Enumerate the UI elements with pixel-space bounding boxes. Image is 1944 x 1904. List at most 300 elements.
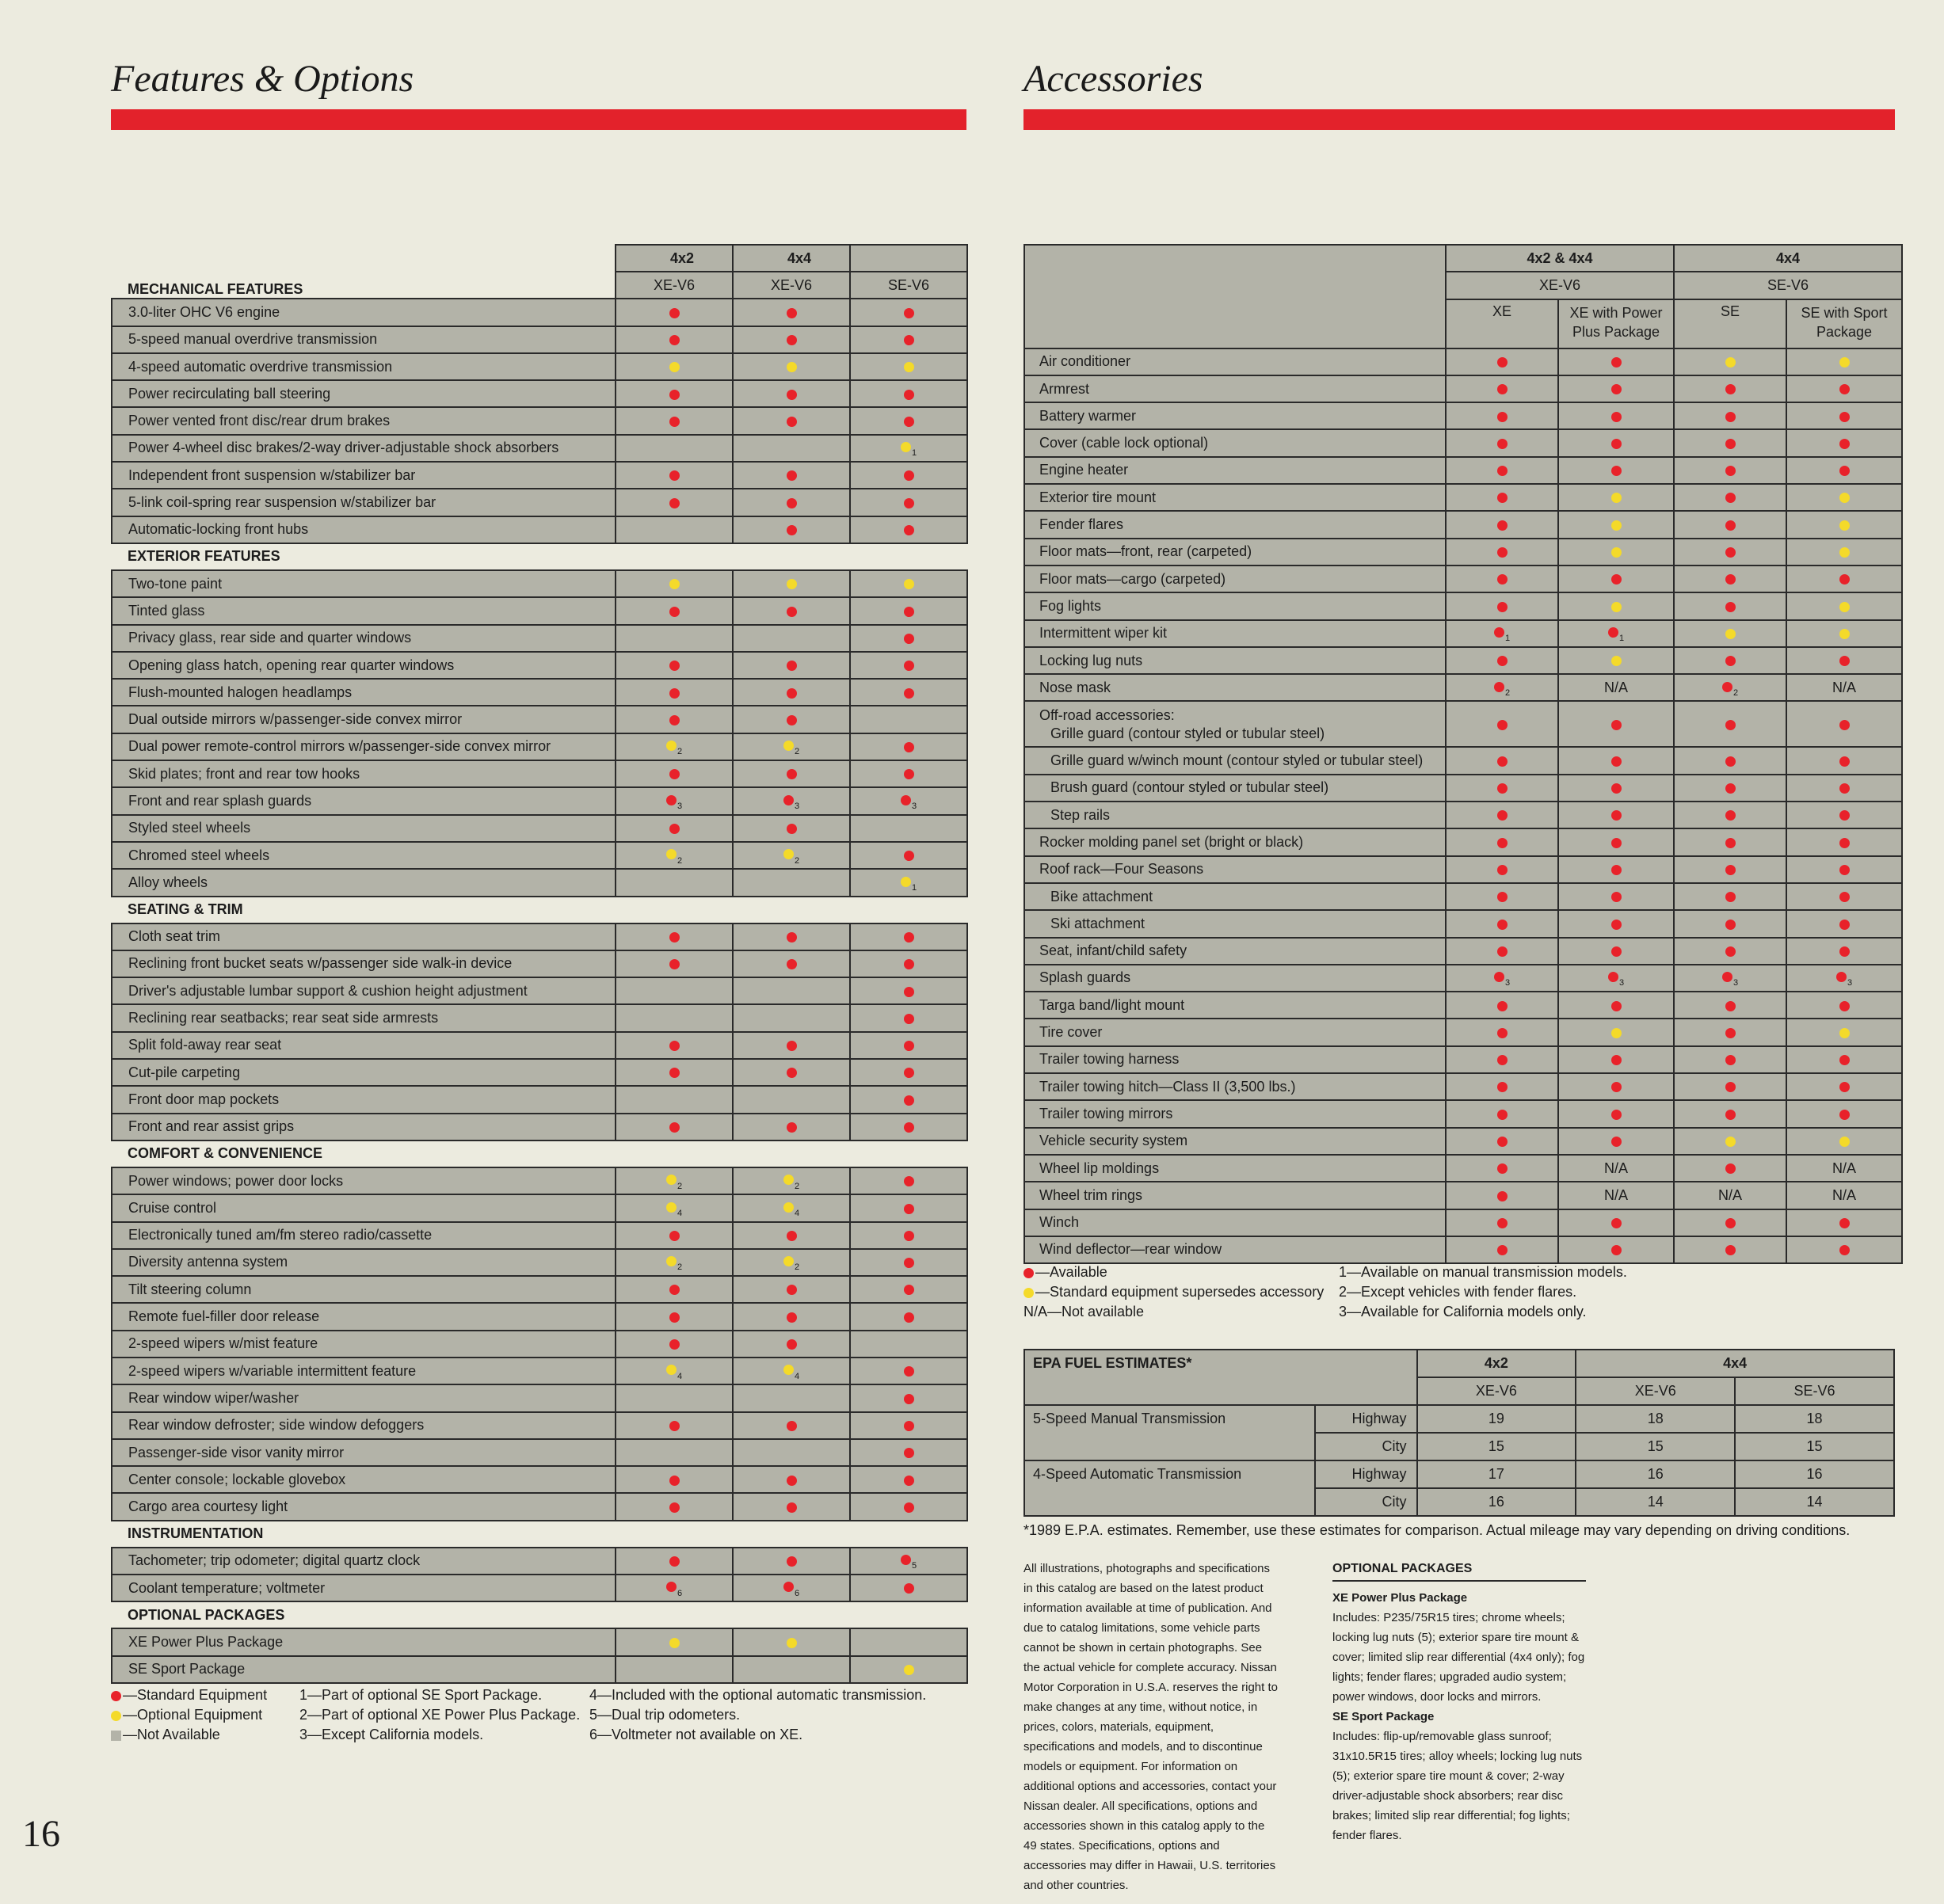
footnote-ref: 3 — [1732, 978, 1739, 988]
feature-cell — [850, 407, 967, 434]
feature-label: Styled steel wheels — [112, 815, 616, 842]
footnote-ref: 1 — [1504, 634, 1511, 644]
yellow-dot-icon — [1611, 656, 1622, 666]
feature-row — [112, 760, 967, 787]
red-dot-icon — [1494, 627, 1504, 638]
accessory-label: Rocker molding panel set (bright or black) — [1024, 828, 1446, 855]
footnote-ref: 2 — [1504, 687, 1511, 698]
se-package-text: Includes: flip-up/removable glass sunroof; 31x10.5R15 tires; alloy wheels; locking lug nuts (5); exterior spare tire mount & cover; 2-way driver-adjustable shock absorbers; rear disc brakes; limited slip rear differential; fog lights; fender flares. — [1332, 1730, 1583, 1842]
accessory-cell — [1558, 620, 1674, 647]
red-dot-icon — [901, 1555, 911, 1565]
accessory-cell — [1446, 1046, 1558, 1073]
accessory-label: Wind deflector—rear window — [1024, 1236, 1446, 1263]
feature-cell — [850, 815, 967, 842]
accessory-cell — [1446, 701, 1558, 747]
accessory-cell — [1558, 565, 1674, 592]
feature-cell — [616, 815, 733, 842]
section-title: SEATING & TRIM — [112, 897, 967, 923]
feature-cell — [733, 733, 850, 760]
epa-title: EPA FUEL ESTIMATES* — [1024, 1350, 1417, 1405]
accessory-cell — [1786, 647, 1902, 674]
feature-label: Front and rear assist grips — [112, 1114, 616, 1140]
sub-header-se-sport: SE with Sport Package — [1786, 299, 1902, 348]
footnote-ref: 3 — [677, 801, 683, 811]
accessory-cell — [1674, 565, 1786, 592]
feature-label: Cruise control — [112, 1194, 616, 1221]
accessory-row — [1024, 1019, 1902, 1045]
feature-cell — [733, 815, 850, 842]
red-dot-icon — [787, 1041, 797, 1051]
accessory-label: Locking lug nuts — [1024, 647, 1446, 674]
red-dot-icon — [1839, 946, 1850, 957]
epa-value: 15 — [1417, 1433, 1576, 1460]
footnote-ref: 3 — [1504, 978, 1511, 988]
feature-cell — [616, 1086, 733, 1113]
feature-label: Dual power remote-control mirrors w/passenger-side convex mirror — [112, 733, 616, 760]
feature-row — [112, 787, 967, 814]
accessory-cell — [1446, 992, 1558, 1019]
epa-value: 14 — [1576, 1488, 1735, 1516]
red-dot-icon — [787, 688, 797, 699]
feature-row — [112, 1194, 967, 1221]
feature-cell — [616, 597, 733, 624]
feature-label: Power vented front disc/rear drum brakes — [112, 407, 616, 434]
feature-cell — [733, 923, 850, 950]
red-dot-icon — [669, 715, 680, 725]
red-dot-icon — [1497, 466, 1508, 476]
feature-cell — [733, 1575, 850, 1601]
feature-cell — [733, 1493, 850, 1520]
footnote-ref: 1 — [911, 448, 917, 459]
feature-cell — [616, 1032, 733, 1059]
feature-label: Remote fuel-filler door release — [112, 1303, 616, 1330]
accessory-label: Trailer towing mirrors — [1024, 1100, 1446, 1127]
yellow-dot-icon — [1839, 520, 1850, 531]
accessory-cell — [1786, 620, 1902, 647]
red-dot-icon — [904, 634, 914, 644]
sub-header-se: SE — [1674, 299, 1786, 348]
footnote-ref: 2 — [677, 747, 683, 757]
feature-label: 4-speed automatic overdrive transmission — [112, 353, 616, 380]
acc-note-2: 2—Except vehicles with fender flares. — [1339, 1284, 1577, 1300]
feature-label: Independent front suspension w/stabilizer bar — [112, 462, 616, 489]
gray-square-icon — [111, 1731, 121, 1741]
yellow-dot-icon — [783, 849, 794, 859]
footnote-ref: 2 — [1732, 687, 1739, 698]
yellow-dot-icon — [1839, 602, 1850, 612]
feature-cell — [850, 326, 967, 353]
epa-value: 14 — [1735, 1488, 1894, 1516]
features-red-bar — [111, 109, 966, 130]
yellow-dot-icon — [901, 442, 911, 452]
accessory-cell — [1558, 1128, 1674, 1155]
accessory-cell — [1558, 592, 1674, 619]
red-dot-icon — [1494, 682, 1504, 692]
red-dot-icon — [904, 308, 914, 318]
feature-cell — [616, 1628, 733, 1655]
accessory-cell — [1674, 910, 1786, 937]
feature-row — [112, 570, 967, 597]
accessory-cell — [1558, 484, 1674, 511]
red-dot-icon — [669, 661, 680, 671]
red-dot-icon — [666, 1582, 677, 1592]
red-dot-icon — [669, 1421, 680, 1431]
feature-cell — [850, 1575, 967, 1601]
feature-cell — [850, 1358, 967, 1384]
accessory-cell — [1446, 747, 1558, 774]
feature-cell — [616, 1331, 733, 1358]
accessory-label: Armrest — [1024, 375, 1446, 402]
feature-row — [112, 625, 967, 652]
feature-cell — [850, 1194, 967, 1221]
feature-cell — [733, 1194, 850, 1221]
feature-cell — [616, 489, 733, 516]
feature-cell — [850, 787, 967, 814]
red-dot-icon — [783, 795, 794, 805]
accessory-row — [1024, 938, 1902, 965]
red-dot-icon — [1725, 384, 1736, 394]
red-dot-icon — [1494, 972, 1504, 982]
yellow-dot-icon — [1611, 520, 1622, 531]
accessory-row — [1024, 484, 1902, 511]
feature-row — [112, 1086, 967, 1113]
red-dot-icon — [1839, 1245, 1850, 1255]
feature-row — [112, 1004, 967, 1031]
feature-cell — [733, 1412, 850, 1439]
feature-cell — [733, 407, 850, 434]
red-dot-icon — [1497, 920, 1508, 930]
accessory-label: Trailer towing hitch—Class II (3,500 lbs.) — [1024, 1073, 1446, 1100]
red-dot-icon — [1497, 783, 1508, 794]
red-dot-icon — [669, 1041, 680, 1051]
feature-label: Center console; lockable glovebox — [112, 1466, 616, 1493]
feature-label: 3.0-liter OHC V6 engine — [112, 299, 616, 326]
feature-cell — [733, 1358, 850, 1384]
accessory-cell — [1558, 457, 1674, 484]
red-dot-icon — [1497, 1137, 1508, 1147]
red-dot-icon — [669, 308, 680, 318]
accessory-label: Brush guard (contour styled or tubular steel) — [1024, 775, 1446, 802]
feature-cell — [850, 299, 967, 326]
accessory-cell — [1558, 1019, 1674, 1045]
accessory-cell — [1786, 856, 1902, 883]
epa-type: Highway — [1315, 1405, 1417, 1433]
feature-cell — [733, 787, 850, 814]
yellow-dot-icon — [1839, 1137, 1850, 1147]
feature-cell — [616, 299, 733, 326]
accessory-row — [1024, 856, 1902, 883]
feature-cell — [733, 977, 850, 1004]
feature-cell — [850, 1466, 967, 1493]
red-dot-icon — [904, 769, 914, 779]
feature-row — [112, 299, 967, 326]
accessory-row — [1024, 1182, 1902, 1209]
accessory-cell — [1786, 802, 1902, 828]
footnote-ref: 3 — [1847, 978, 1853, 988]
red-dot-icon — [669, 824, 680, 834]
red-dot-icon — [1497, 1110, 1508, 1120]
red-dot-icon — [904, 688, 914, 699]
feature-row — [112, 679, 967, 706]
note-6: 6—Voltmeter not available on XE. — [589, 1727, 803, 1742]
epa-value: 16 — [1576, 1460, 1735, 1488]
feature-cell — [616, 1384, 733, 1411]
yellow-dot-icon — [787, 362, 797, 372]
red-dot-icon — [1839, 865, 1850, 875]
feature-cell — [850, 570, 967, 597]
feature-cell — [733, 869, 850, 896]
accessory-cell — [1446, 775, 1558, 802]
feature-row — [112, 1303, 967, 1330]
footnote-ref: 5 — [911, 1561, 917, 1571]
accessories-header-blank — [1024, 245, 1446, 348]
epa-value: 15 — [1735, 1433, 1894, 1460]
red-dot-icon — [1839, 466, 1850, 476]
red-dot-icon — [1839, 810, 1850, 821]
accessory-cell — [1786, 701, 1902, 747]
column-group-header — [850, 245, 967, 272]
accessory-cell — [1674, 674, 1786, 701]
feature-cell — [850, 489, 967, 516]
feature-cell — [616, 435, 733, 462]
feature-cell — [733, 299, 850, 326]
red-dot-icon — [1725, 1218, 1736, 1228]
model-header-se: SE-V6 — [1674, 272, 1902, 299]
feature-row — [112, 1167, 967, 1194]
feature-cell — [850, 1032, 967, 1059]
feature-row — [112, 1331, 967, 1358]
feature-label: Privacy glass, rear side and quarter windows — [112, 625, 616, 652]
legend-available: —Available — [1035, 1264, 1107, 1280]
red-dot-icon — [787, 1285, 797, 1295]
red-dot-icon — [1839, 838, 1850, 848]
feature-row — [112, 516, 967, 543]
feature-row — [112, 1059, 967, 1086]
epa-value: 16 — [1417, 1488, 1576, 1516]
red-dot-icon — [669, 1502, 680, 1513]
feature-cell — [733, 1004, 850, 1031]
feature-label: Cloth seat trim — [112, 923, 616, 950]
red-dot-icon — [904, 1204, 914, 1214]
accessory-row — [1024, 1236, 1902, 1263]
red-dot-icon — [1497, 1191, 1508, 1201]
red-dot-icon — [787, 769, 797, 779]
red-dot-icon — [1611, 357, 1622, 367]
accessory-cell — [1674, 1019, 1786, 1045]
red-dot-icon — [1725, 810, 1736, 821]
feature-cell — [733, 706, 850, 733]
red-dot-icon — [1611, 1001, 1622, 1011]
accessory-cell — [1674, 856, 1786, 883]
feature-label: Electronically tuned am/fm stereo radio/cassette — [112, 1222, 616, 1249]
epa-table — [1023, 1349, 1895, 1517]
accessory-cell — [1674, 429, 1786, 456]
feature-label: 2-speed wipers w/variable intermittent feature — [112, 1358, 616, 1384]
red-dot-icon — [1725, 466, 1736, 476]
feature-cell — [616, 326, 733, 353]
accessory-cell — [1674, 1182, 1786, 1209]
feature-row — [112, 1548, 967, 1575]
accessory-label: Step rails — [1024, 802, 1446, 828]
feature-cell — [733, 1466, 850, 1493]
red-dot-icon — [904, 417, 914, 427]
feature-label: Front and rear splash guards — [112, 787, 616, 814]
red-dot-icon — [1725, 756, 1736, 767]
red-dot-icon — [1611, 756, 1622, 767]
red-dot-icon — [1497, 602, 1508, 612]
feature-cell — [733, 570, 850, 597]
feature-label: SE Sport Package — [112, 1656, 616, 1683]
accessory-cell — [1674, 1236, 1786, 1263]
feature-cell — [616, 706, 733, 733]
accessory-row — [1024, 883, 1902, 910]
red-dot-icon — [787, 824, 797, 834]
accessory-cell — [1674, 1046, 1786, 1073]
red-dot-icon — [904, 390, 914, 400]
red-dot-icon — [787, 1231, 797, 1241]
na-text: N/A — [1604, 679, 1629, 695]
yellow-dot-icon — [666, 1175, 677, 1185]
accessory-cell — [1446, 938, 1558, 965]
feature-cell — [616, 1439, 733, 1466]
feature-label: Power recirculating ball steering — [112, 380, 616, 407]
feature-cell — [616, 1548, 733, 1575]
section-title: INSTRUMENTATION — [112, 1521, 967, 1548]
feature-cell — [850, 1086, 967, 1113]
accessory-cell — [1446, 883, 1558, 910]
red-dot-icon — [783, 1582, 794, 1592]
accessory-label: Fender flares — [1024, 511, 1446, 538]
red-dot-icon — [1725, 1055, 1736, 1065]
accessory-row — [1024, 992, 1902, 1019]
model-header-xe: XE-V6 — [1446, 272, 1674, 299]
footnote-ref: 3 — [794, 801, 800, 811]
accessory-label: Intermittent wiper kit — [1024, 620, 1446, 647]
accessory-cell — [1786, 592, 1902, 619]
red-dot-icon — [904, 1312, 914, 1323]
red-dot-icon — [1839, 756, 1850, 767]
red-dot-icon — [787, 1502, 797, 1513]
accessory-cell — [1446, 1155, 1558, 1182]
column-group-header: 4x2 — [616, 245, 733, 272]
accessory-row — [1024, 592, 1902, 619]
feature-cell — [733, 380, 850, 407]
feature-cell — [850, 1412, 967, 1439]
accessory-row — [1024, 375, 1902, 402]
accessory-cell — [1674, 1128, 1786, 1155]
accessory-cell — [1446, 1073, 1558, 1100]
red-dot-icon — [904, 742, 914, 752]
epa-type: Highway — [1315, 1460, 1417, 1488]
accessory-cell — [1446, 1019, 1558, 1045]
footnote-ref: 2 — [794, 747, 800, 757]
accessory-label: Nose mask — [1024, 674, 1446, 701]
accessory-cell — [1446, 828, 1558, 855]
accessory-cell — [1446, 910, 1558, 937]
red-dot-icon — [904, 1421, 914, 1431]
accessory-cell — [1786, 1046, 1902, 1073]
sub-header-xe: XE — [1446, 299, 1558, 348]
feature-label: Power windows; power door locks — [112, 1167, 616, 1194]
yellow-dot-icon — [666, 849, 677, 859]
accessory-cell — [1674, 775, 1786, 802]
accessory-cell — [1558, 910, 1674, 937]
feature-cell — [733, 1249, 850, 1276]
accessory-cell — [1446, 484, 1558, 511]
accessory-cell — [1674, 348, 1786, 375]
features-legend-notes-b — [589, 1685, 926, 1745]
accessory-label: Ski attachment — [1024, 910, 1446, 937]
accessory-cell — [1558, 938, 1674, 965]
accessory-cell — [1786, 402, 1902, 429]
epa-value: 16 — [1735, 1460, 1894, 1488]
feature-label: Reclining front bucket seats w/passenger side walk-in device — [112, 950, 616, 977]
feature-cell — [616, 977, 733, 1004]
features-legend-notes-a — [299, 1685, 580, 1745]
red-dot-icon — [787, 661, 797, 671]
feature-cell — [616, 1194, 733, 1221]
red-dot-icon — [1611, 1245, 1622, 1255]
accessory-label: Floor mats—front, rear (carpeted) — [1024, 539, 1446, 565]
red-dot-icon — [1725, 493, 1736, 503]
red-dot-icon — [669, 1556, 680, 1567]
section-title: COMFORT & CONVENIENCE — [112, 1140, 967, 1167]
accessory-label: Cover (cable lock optional) — [1024, 429, 1446, 456]
feature-cell — [616, 652, 733, 679]
yellow-dot-icon — [1725, 357, 1736, 367]
accessories-title: Accessories — [1023, 58, 1203, 100]
feature-cell — [616, 1167, 733, 1194]
red-dot-icon — [787, 335, 797, 345]
section-header — [112, 1521, 967, 1548]
accessory-cell — [1786, 883, 1902, 910]
accessory-cell — [1786, 965, 1902, 992]
accessory-cell — [1558, 1236, 1674, 1263]
feature-cell — [616, 1493, 733, 1520]
accessory-cell — [1446, 1236, 1558, 1263]
red-dot-icon — [1839, 656, 1850, 666]
accessories-table — [1023, 244, 1903, 1264]
feature-label: Coolant temperature; voltmeter — [112, 1575, 616, 1601]
feature-cell — [616, 842, 733, 869]
red-dot-icon — [904, 1041, 914, 1051]
accessory-cell — [1786, 1182, 1902, 1209]
accessory-row — [1024, 647, 1902, 674]
accessory-cell — [1446, 620, 1558, 647]
accessory-cell — [1674, 828, 1786, 855]
legend-standard-supersedes: —Standard equipment supersedes accessory — [1035, 1284, 1325, 1300]
accessory-label-sub: Grille guard (contour styled or tubular steel) — [1050, 725, 1325, 742]
red-dot-icon — [1725, 1001, 1736, 1011]
accessory-cell — [1558, 775, 1674, 802]
accessory-cell — [1446, 565, 1558, 592]
accessories-red-bar — [1023, 109, 1895, 130]
red-dot-icon — [787, 715, 797, 725]
accessory-label: Bike attachment — [1024, 883, 1446, 910]
accessory-row — [1024, 1155, 1902, 1182]
red-dot-icon — [1839, 783, 1850, 794]
red-dot-icon — [1611, 439, 1622, 449]
yellow-dot-icon — [1611, 547, 1622, 558]
red-dot-icon — [1497, 547, 1508, 558]
note-3: 3—Except California models. — [299, 1727, 484, 1742]
accessory-group-label: Off-road accessories: — [1039, 707, 1175, 724]
feature-label: 5-speed manual overdrive transmission — [112, 326, 616, 353]
accessory-label: Exterior tire mount — [1024, 484, 1446, 511]
xe-package-name: XE Power Plus Package — [1332, 1591, 1468, 1605]
red-dot-icon — [1839, 384, 1850, 394]
epa-transmission-manual: 5-Speed Manual Transmission — [1024, 1405, 1315, 1460]
